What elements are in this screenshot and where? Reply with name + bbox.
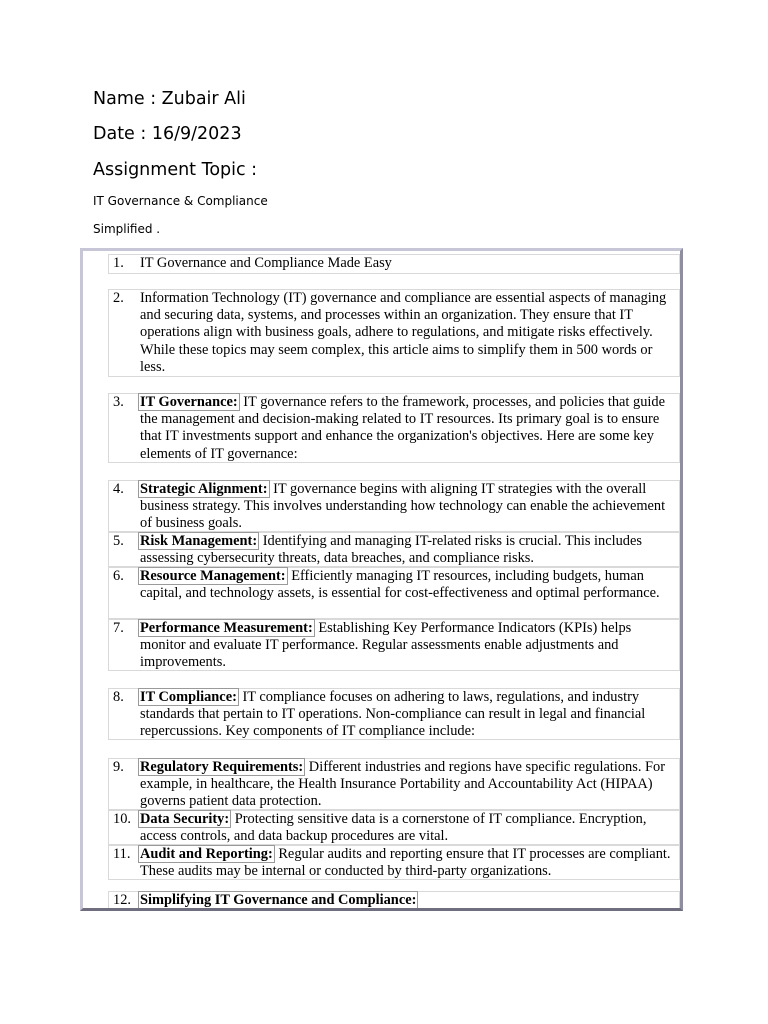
list-item [108,289,680,377]
item-term: Simplifying IT Governance and Compliance: [140,892,417,908]
item-text: Identifying and managing IT-related risks is crucial. This includes assessing cybersecurity threats, data breaches, and compliance risks. [140,533,642,567]
topic-title: IT Governance & Compliance [93,194,268,208]
item-term: IT Governance: [140,394,238,410]
item-text: Information Technology (IT) governance and compliance are essential aspects of managing and securing data, systems, and processes within an organization. They ensure that IT operations align with business goals, adhere to regulations, and mitigate risks effectively. While these topics may seem complex, this article aims to simplify them in 500 words or less. [140,290,667,375]
item-term: Risk Management: [140,533,258,549]
item-term: Data Security: [140,811,230,827]
item-term: Performance Measurement: [140,620,313,636]
list-item [108,688,680,740]
item-term: Regulatory Requirements: [140,759,304,775]
topic-subtitle: Simplified . [93,222,161,236]
list-item [108,567,680,619]
list-item [108,810,680,845]
item-number: 2. [113,290,124,306]
item-term: Strategic Alignment: [140,481,268,497]
item-text: Efficiently managing IT resources, including budgets, human capital, and technology assets, is essential for cost-effectiveness and optimal performance. [140,568,660,602]
list-item [108,845,680,880]
item-number: 4. [113,481,124,497]
item-text: IT compliance focuses on adhering to laws, regulations, and industry standards that pertain to IT operations. Non-compliance can result in legal and financial repercussions. Key components of IT compliance include: [140,689,646,740]
item-number: 11. [113,846,131,862]
list-item [108,393,680,463]
list-item [108,254,680,274]
item-text: IT governance begins with aligning IT strategies with the overall business strategy. This involves understanding how technology can enable the achievement of business goals. [140,481,666,532]
assignment-topic-label: Assignment Topic : [93,160,258,180]
item-text: Regular audits and reporting ensure that IT processes are compliant. These audits may be internal or conducted by third-party organizations. [140,846,671,880]
item-term: IT Compliance: [140,689,237,705]
item-number: 10. [113,811,131,827]
item-text: Protecting sensitive data is a cornerstone of IT compliance. Encryption, access controls, and data backup procedures are vital. [140,811,647,845]
item-number: 3. [113,394,124,410]
item-number: 1. [113,255,124,271]
item-term: Audit and Reporting: [140,846,273,862]
item-text: Establishing Key Performance Indicators (KPIs) helps monitor and evaluate IT performance. Regular assessments enable adjustments and improvements. [140,620,632,671]
list-item [108,619,680,671]
item-number: 7. [113,620,124,636]
list-item [108,891,680,909]
embedded-document-frame [80,248,683,911]
item-number: 5. [113,533,124,549]
item-term: Resource Management: [140,568,286,584]
item-number: 12. [113,892,131,908]
item-text: Different industries and regions have specific regulations. For example, in healthcare, the Health Insurance Portability and Accountability Act (HIPAA) governs patient data protection. [140,759,666,810]
list-item [108,532,680,567]
item-number: 6. [113,568,124,584]
student-name: Name : Zubair Ali [93,89,246,109]
assignment-date: Date : 16/9/2023 [93,124,242,144]
list-item [108,480,680,532]
item-text: IT Governance and Compliance Made Easy [140,255,392,271]
list-item [108,758,680,810]
item-number: 9. [113,759,124,775]
item-text: IT governance refers to the framework, processes, and policies that guide the management and decision-making related to IT resources. Its primary goal is to ensure that IT investments support and enhance the organization's objectives. Here are some key elements of IT governance: [140,394,665,462]
item-number: 8. [113,689,124,705]
